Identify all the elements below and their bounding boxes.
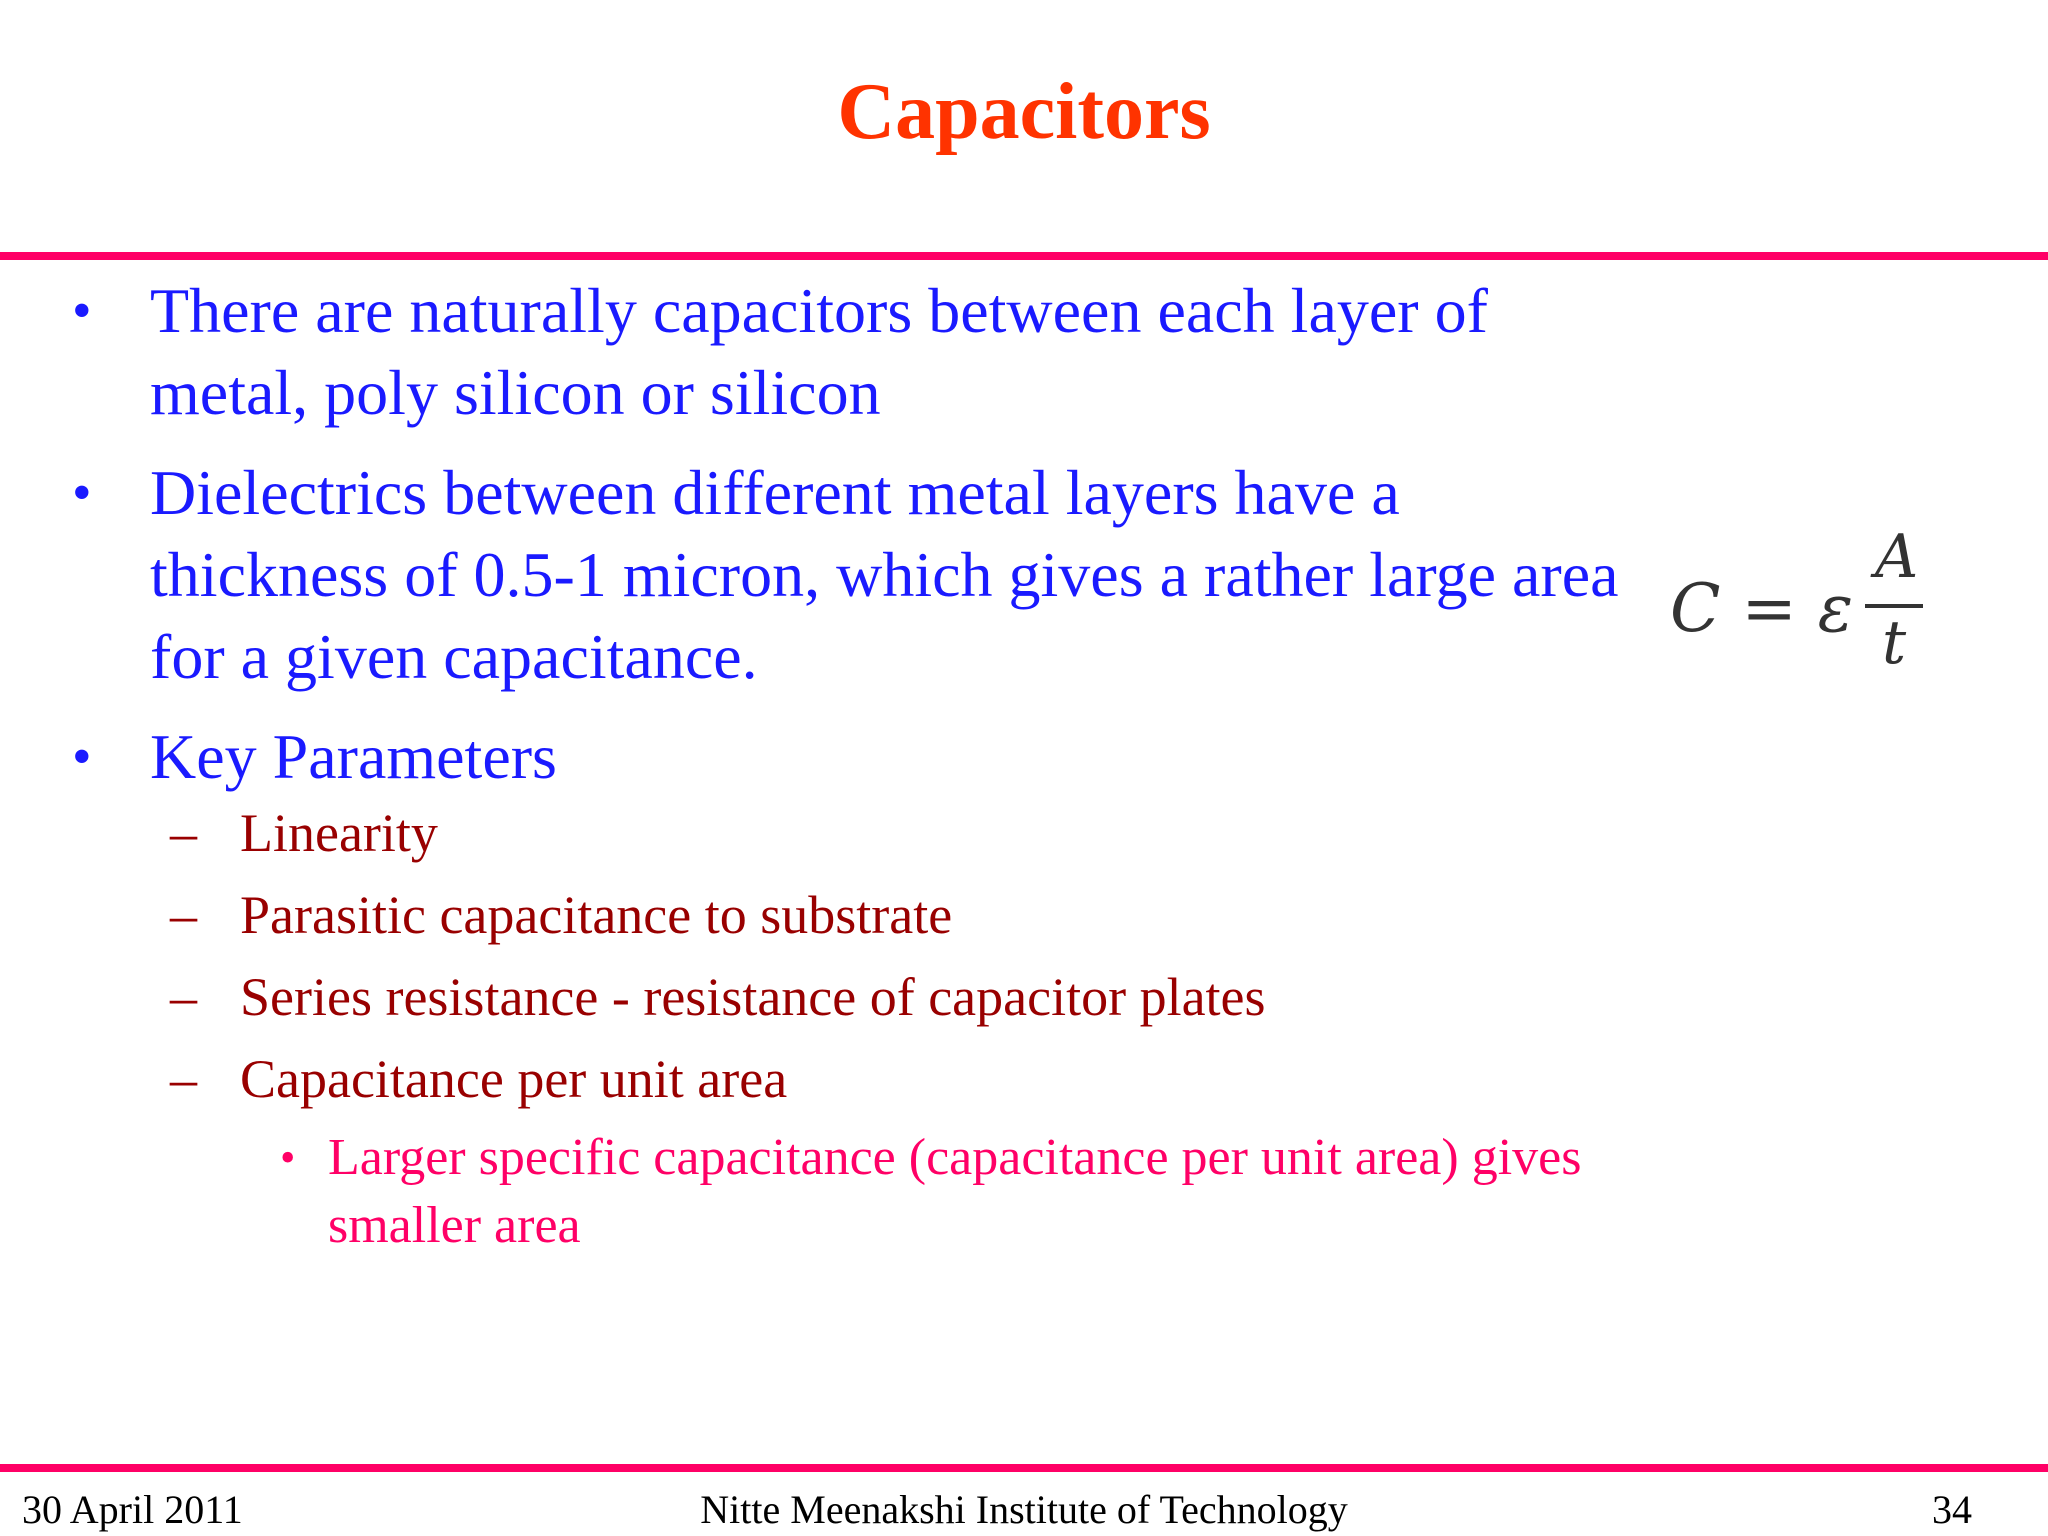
dash-marker: – <box>170 885 197 945</box>
sub-bullet-list <box>0 792 1640 1260</box>
dash-marker: – <box>170 967 197 1027</box>
formula-numerator: A <box>1875 522 1919 592</box>
sub-bullet-item <box>0 1038 1640 1120</box>
sub-bullet-text: Series resistance - resistance of capacitor plates <box>240 967 1266 1027</box>
capacitance-formula <box>1670 522 1930 678</box>
bullet-marker: • <box>72 280 92 342</box>
bullet-item <box>0 452 1640 698</box>
bullet-text: There are naturally capacitors between each layer of metal, poly silicon or silicon <box>150 275 1488 428</box>
footer-date: 30 April 2011 <box>22 1487 243 1532</box>
bullet-marker: • <box>72 726 92 788</box>
sub-sub-bullet-item <box>0 1124 1640 1260</box>
sub-bullet-item <box>0 956 1640 1038</box>
bullet-text: Dielectrics between different metal layers have a thickness of 0.5-1 micron, which gives a rather large area for a given capacitance. <box>150 457 1619 692</box>
slide-title: Capacitors <box>837 68 1211 156</box>
footer-organization: Nitte Meenakshi Institute of Technology <box>700 1487 1348 1532</box>
formula-denominator: t <box>1882 608 1907 678</box>
footer-divider <box>0 1464 2048 1472</box>
formula-lhs: C = ε <box>1670 570 1854 647</box>
dash-marker: – <box>170 803 197 863</box>
sub-bullet-text: Linearity <box>240 803 438 863</box>
sub-sub-bullet-text: Larger specific capacitance (capacitance per unit area) gives smaller area <box>328 1129 1582 1254</box>
bullet-marker: • <box>280 1133 296 1182</box>
bullet-item <box>0 270 1640 434</box>
sub-bullet-text: Capacitance per unit area <box>240 1049 788 1109</box>
bullet-marker: • <box>72 462 92 524</box>
sub-bullet-text: Parasitic capacitance to substrate <box>240 885 953 945</box>
bullet-text: Key Parameters <box>150 721 557 792</box>
dash-marker: – <box>170 1049 197 1109</box>
slide-footer <box>0 1476 2048 1536</box>
sub-bullet-item <box>0 792 1640 874</box>
sub-bullet-item <box>0 874 1640 956</box>
bullet-item <box>0 716 1640 798</box>
page-number: 34 <box>1932 1487 1972 1532</box>
title-divider <box>0 252 2048 260</box>
bullet-list <box>0 270 1640 1260</box>
